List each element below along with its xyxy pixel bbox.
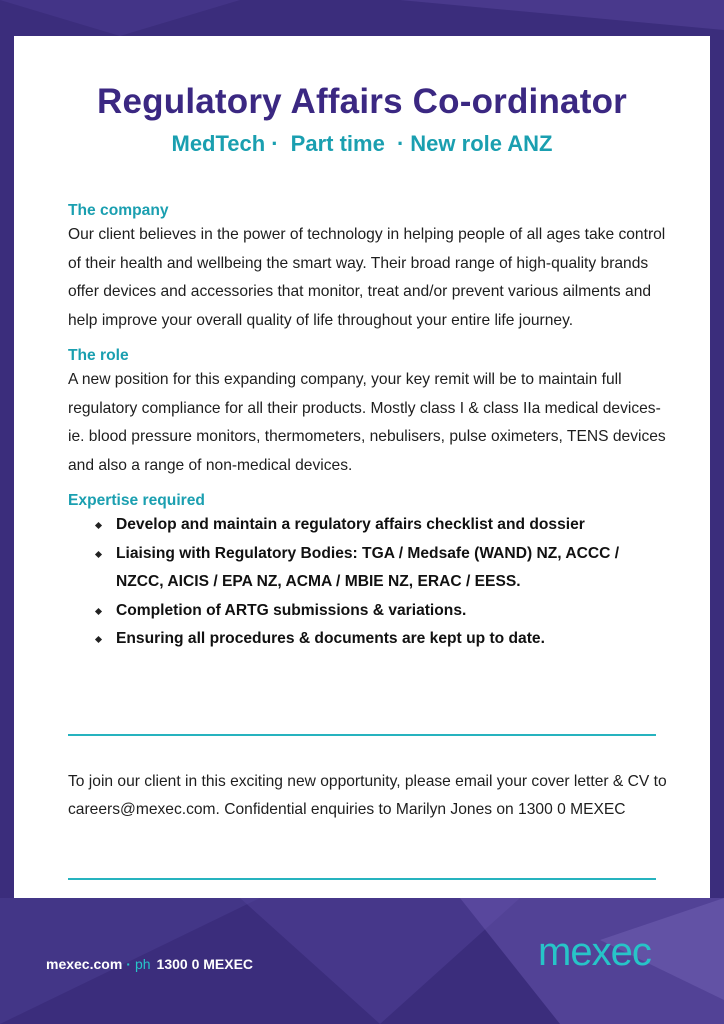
tag-role-type: New role ANZ (410, 131, 553, 156)
tag-separator: · (396, 131, 405, 156)
diamond-bullet-icon (95, 550, 102, 557)
website-link[interactable]: mexec.com (46, 956, 123, 972)
phone-number: 1300 0 MEXEC (156, 956, 254, 972)
content-card (14, 36, 710, 898)
role-paragraph: A new position for this expanding company, your key remit will be to maintain full regulatory compliance for all their products. Mostly class I & class IIa medical devices- ie. blood pressure monitors, thermometers, nebulisers, pulse oximeters, TENS devices and also a range of non-medical devices. (68, 371, 666, 474)
section-heading-expertise: Expertise required (68, 492, 205, 509)
company-paragraph: Our client believes in the power of technology in helping people of all ages take control of their health and wellbeing the smart way. Their broad range of high-quality brands offer devices and accessories that monitor, treat and/or prevent various ailments and help improve your overall quality of life throughout your entire life journey. (68, 226, 666, 329)
tag-sector: MedTech (171, 131, 266, 156)
divider-bottom (68, 878, 656, 880)
list-item: Ensuring all procedures & documents are kept up to date. (94, 625, 668, 654)
diamond-bullet-icon (95, 522, 102, 529)
footer-contact (46, 956, 253, 972)
mexec-logo: mexec (538, 930, 651, 974)
list-item: Develop and maintain a regulatory affairs checklist and dossier (94, 511, 668, 540)
list-item: Completion of ARTG submissions & variations. (94, 597, 668, 626)
closing-paragraph: To join our client in this exciting new opportunity, please email your cover letter & CV to careers@mexec.com. Confidential enquiries to Marilyn Jones on 1300 0 MEXEC (68, 772, 667, 819)
job-description (68, 200, 668, 654)
tag-separator: · (271, 131, 279, 156)
job-tags (14, 131, 710, 157)
divider-top (68, 734, 656, 736)
list-item: Liaising with Regulatory Bodies: TGA / Medsafe (WAND) NZ, ACCC / NZCC, AICIS / EPA NZ, ACMA / MBIE NZ, ERAC / EESS. (94, 540, 668, 597)
section-heading-role: The role (68, 347, 129, 364)
page-title: Regulatory Affairs Co-ordinator (97, 82, 627, 121)
diamond-bullet-icon (95, 607, 102, 614)
section-heading-company: The company (68, 202, 169, 219)
phone-label: ph (134, 956, 151, 972)
diamond-bullet-icon (95, 636, 102, 643)
tag-hours: Part time (290, 131, 385, 156)
expertise-list (68, 511, 668, 654)
footer-separator: · (126, 956, 131, 972)
